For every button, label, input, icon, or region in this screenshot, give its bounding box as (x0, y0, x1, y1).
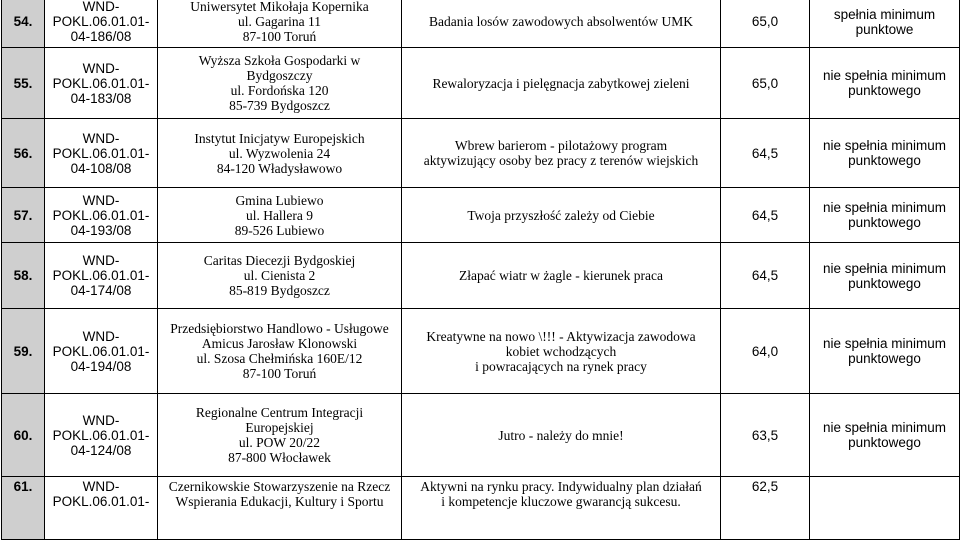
applicant-address: Czernikowskie Stowarzyszenie na Rzecz Wspierania Edukacji, Kultury i Sportu (158, 477, 402, 540)
score: 62,5 (721, 477, 810, 540)
table-row (2, 48, 960, 119)
row-number: 60. (2, 394, 45, 477)
applicant-address: Przedsiębiorstwo Handlowo - Usługowe Amicus Jarosław Klonowski ul. Szosa Chełmińska 160E/12 87-100 Toruń (158, 309, 402, 394)
project-title: Badania losów zawodowych absolwentów UMK (402, 0, 721, 48)
application-code: WND- POKL.06.01.01- 04-183/08 (45, 48, 158, 119)
applicant-address: Gmina Lubiewo ul. Hallera 9 89-526 Lubiewo (158, 188, 402, 243)
table-row (2, 243, 960, 309)
application-code: WND- POKL.06.01.01- 04-108/08 (45, 119, 158, 188)
status: nie spełnia minimum punktowego (810, 243, 960, 309)
project-title: Twoja przyszłość zależy od Ciebie (402, 188, 721, 243)
row-number: 61. (2, 477, 45, 540)
score: 64,5 (721, 119, 810, 188)
application-code: WND- POKL.06.01.01- 04-124/08 (45, 394, 158, 477)
table-row (2, 188, 960, 243)
status: nie spełnia minimum punktowego (810, 119, 960, 188)
application-code: WND- POKL.06.01.01- 04-186/08 (45, 0, 158, 48)
status: nie spełnia minimum punktowego (810, 48, 960, 119)
project-title: Aktywni na rynku pracy. Indywidualny plan działań i kompetencje kluczowe gwarancją sukcesu. (402, 477, 721, 540)
status (810, 477, 960, 540)
applicant-address: Caritas Diecezji Bydgoskiej ul. Cienista 2 85-819 Bydgoszcz (158, 243, 402, 309)
table-row (2, 309, 960, 394)
applicant-address: Wyższa Szkoła Gospodarki w Bydgoszczy ul. Fordońska 120 85-739 Bydgoszcz (158, 48, 402, 119)
table-row (2, 394, 960, 477)
score: 64,5 (721, 188, 810, 243)
status: nie spełnia minimum punktowego (810, 188, 960, 243)
row-number: 54. (2, 0, 45, 48)
row-number: 57. (2, 188, 45, 243)
status: spełnia minimum punktowe (810, 0, 960, 48)
row-number: 58. (2, 243, 45, 309)
row-number: 55. (2, 48, 45, 119)
status: nie spełnia minimum punktowego (810, 309, 960, 394)
table-row (2, 119, 960, 188)
results-table (1, 0, 960, 540)
row-number: 56. (2, 119, 45, 188)
application-code: WND- POKL.06.01.01- 04-193/08 (45, 188, 158, 243)
project-title: Złapać wiatr w żagle - kierunek praca (402, 243, 721, 309)
score: 64,0 (721, 309, 810, 394)
applicant-address: Uniwersytet Mikołaja Kopernika ul. Gagarina 11 87-100 Toruń (158, 0, 402, 48)
project-title: Kreatywne na nowo \!!! - Aktywizacja zawodowa kobiet wchodzących i powracających na rynek pracy (402, 309, 721, 394)
score: 63,5 (721, 394, 810, 477)
score: 65,0 (721, 48, 810, 119)
status: nie spełnia minimum punktowego (810, 394, 960, 477)
project-title: Jutro - należy do mnie! (402, 394, 721, 477)
application-code: WND- POKL.06.01.01- 04-174/08 (45, 243, 158, 309)
application-code: WND- POKL.06.01.01- (45, 477, 158, 540)
project-title: Wbrew barierom - pilotażowy program aktywizujący osoby bez pracy z terenów wiejskich (402, 119, 721, 188)
table-row (2, 0, 960, 48)
row-number: 59. (2, 309, 45, 394)
table-row (2, 477, 960, 540)
applicant-address: Instytut Inicjatyw Europejskich ul. Wyzwolenia 24 84-120 Władysławowo (158, 119, 402, 188)
score: 65,0 (721, 0, 810, 48)
applicant-address: Regionalne Centrum Integracji Europejskiej ul. POW 20/22 87-800 Włocławek (158, 394, 402, 477)
application-code: WND- POKL.06.01.01- 04-194/08 (45, 309, 158, 394)
score: 64,5 (721, 243, 810, 309)
project-title: Rewaloryzacja i pielęgnacja zabytkowej zieleni (402, 48, 721, 119)
